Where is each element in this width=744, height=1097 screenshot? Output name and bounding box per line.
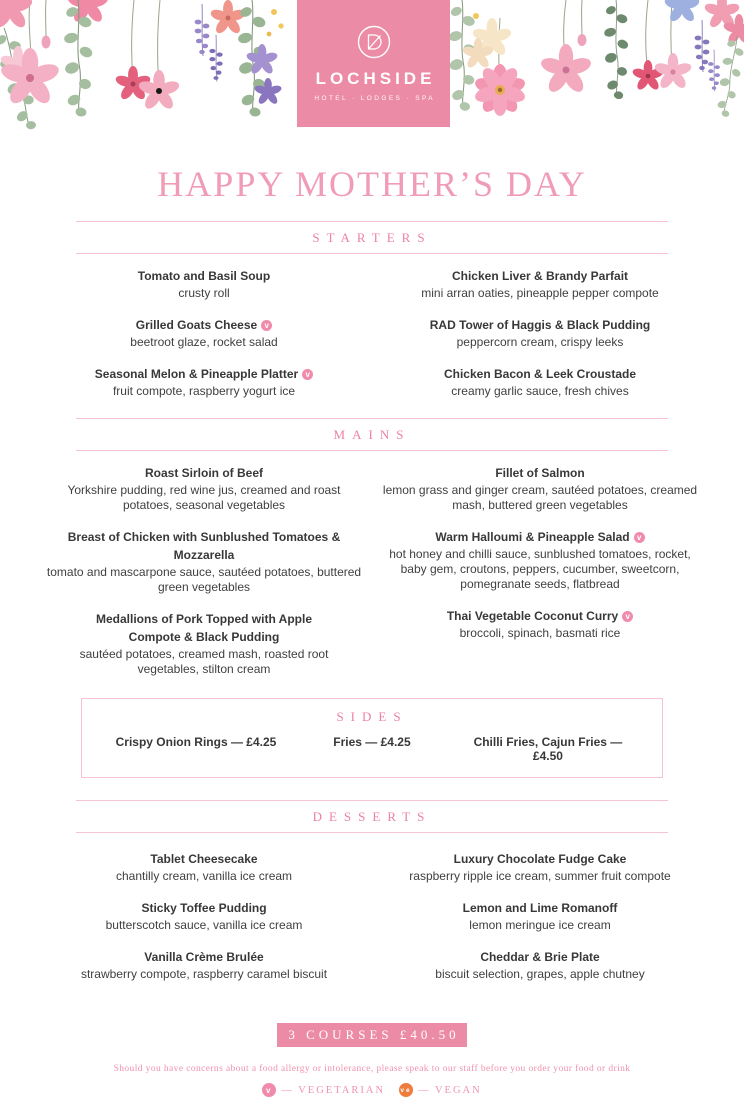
item-description: peppercorn cream, crispy leeks [456,335,624,349]
lochside-monogram-icon [354,22,394,62]
menu-item [381,850,699,884]
starters-right-column [372,267,708,414]
floral-header [0,0,744,150]
section-header-mains [76,418,668,451]
brand-name: LOCHSIDE [315,69,436,88]
vegetarian-badge-icon: v [262,1083,276,1097]
item-name: Grilled Goats Cheese [135,318,258,332]
legend-label: — VEGETARIAN [281,1084,386,1096]
item-description: strawberry compote, raspberry caramel biscuit [80,967,328,981]
menu-item [45,464,363,513]
section-label: DESSERTS [312,809,432,824]
mains-grid [0,464,744,692]
item-description: tomato and mascarpone sauce, sautéed potatoes, buttered green vegetables [46,565,362,594]
item-name: Chicken Liver & Brandy Parfait [451,269,629,283]
item-description: creamy garlic sauce, fresh chives [451,384,629,398]
menu-item [45,365,363,399]
side-item: Crispy Onion Rings — £4.25 [115,735,277,749]
desserts-grid [0,850,744,997]
starters-left-column [36,267,372,414]
item-description: lemon meringue ice cream [469,918,611,932]
item-name: RAD Tower of Haggis & Black Pudding [429,318,651,332]
menu-item [381,464,699,513]
item-name: Lemon and Lime Romanoff [462,901,618,915]
sides-row [82,735,662,763]
mains-left-column [36,464,372,692]
menu-item [381,267,699,301]
item-name: Medallions of Pork Topped with Apple Compote & Black Pudding [96,612,312,644]
menu-item [381,528,699,592]
item-name: Warm Halloumi & Pineapple Salad [435,530,630,544]
menu-item [45,899,363,933]
item-name: Tomato and Basil Soup [137,269,271,283]
mains-right-column [372,464,708,692]
menu-item [381,948,699,982]
desserts-left-column [36,850,372,997]
menu-item [45,850,363,884]
desserts-right-column [372,850,708,997]
menu-item [45,267,363,301]
item-description: raspberry ripple ice cream, summer fruit compote [409,869,671,883]
menu-item [45,316,363,350]
menu-item [381,899,699,933]
item-description: fruit compote, raspberry yogurt ice [112,384,296,398]
menu-item [79,610,329,677]
menu-item [45,528,363,595]
sides-box [81,698,663,778]
item-description: mini arran oaties, pineapple pepper compote [421,286,659,300]
item-name: Breast of Chicken with Sunblushed Tomatoes & Mozzarella [67,530,341,562]
vegetarian-badge-icon: v [634,532,645,543]
side-item: Chilli Fries, Cajun Fries — £4.50 [473,735,623,763]
menu-item [45,948,363,982]
item-name: Tablet Cheesecake [150,852,258,866]
menu-item [381,316,699,350]
item-name: Luxury Chocolate Fudge Cake [453,852,627,866]
menu-item [381,607,699,641]
item-name: Cheddar & Brie Plate [480,950,600,964]
item-name: Roast Sirloin of Beef [144,466,263,480]
item-description: beetroot glaze, rocket salad [130,335,278,349]
vegan-badge-icon: ve [399,1083,413,1097]
brand-tagline: HOTEL · LODGES · SPA [314,95,435,102]
allergy-note: Should you have concerns about a food allergy or intolerance, please speak to our staff before you order your food or drink [113,1064,631,1074]
vegetarian-badge-icon: v [622,611,633,622]
side-item: Fries — £4.25 [333,735,411,749]
item-name: Fillet of Salmon [495,466,585,480]
legend-label: — VEGAN [418,1084,482,1096]
item-name: Chicken Bacon & Leek Croustade [443,367,637,381]
section-label: MAINS [333,427,411,442]
section-label: SIDES [336,709,408,724]
item-name: Sticky Toffee Pudding [141,901,267,915]
item-description: crusty roll [178,286,230,300]
starters-grid [0,267,744,414]
item-description: butterscotch sauce, vanilla ice cream [105,918,303,932]
item-description: sautéed potatoes, creamed mash, roasted root vegetables, stilton cream [79,647,329,676]
item-description: broccoli, spinach, basmati rice [459,626,621,640]
section-header-desserts [76,800,668,833]
item-name: Seasonal Melon & Pineapple Platter [94,367,299,381]
section-label: STARTERS [312,230,432,245]
lochside-logo [297,0,450,127]
legend-vegan [399,1083,482,1097]
item-description: hot honey and chilli sauce, sunblushed tomatoes, rocket, baby gem, croutons, peppers, cucumber, sweetcorn, pomegranate seeds, flatbread [389,547,691,591]
item-description: lemon grass and ginger cream, sautéed potatoes, creamed mash, buttered green vegetables [382,483,698,512]
section-header-starters [76,221,668,254]
legend-vegetarian [262,1083,385,1097]
dietary-legend [0,1083,744,1097]
item-description: biscuit selection, grapes, apple chutney [435,967,645,981]
item-name: Vanilla Crème Brulée [144,950,264,964]
price-banner: 3 COURSES £40.50 [277,1023,467,1047]
page-title: HAPPY MOTHER’S DAY [157,164,587,204]
vegetarian-badge-icon: v [261,320,272,331]
vegetarian-badge-icon: v [302,369,313,380]
item-description: Yorkshire pudding, red wine jus, creamed and roast potatoes, seasonal vegetables [67,483,341,512]
item-name: Thai Vegetable Coconut Curry [446,609,619,623]
menu-item [381,365,699,399]
item-description: chantilly cream, vanilla ice cream [115,869,293,883]
